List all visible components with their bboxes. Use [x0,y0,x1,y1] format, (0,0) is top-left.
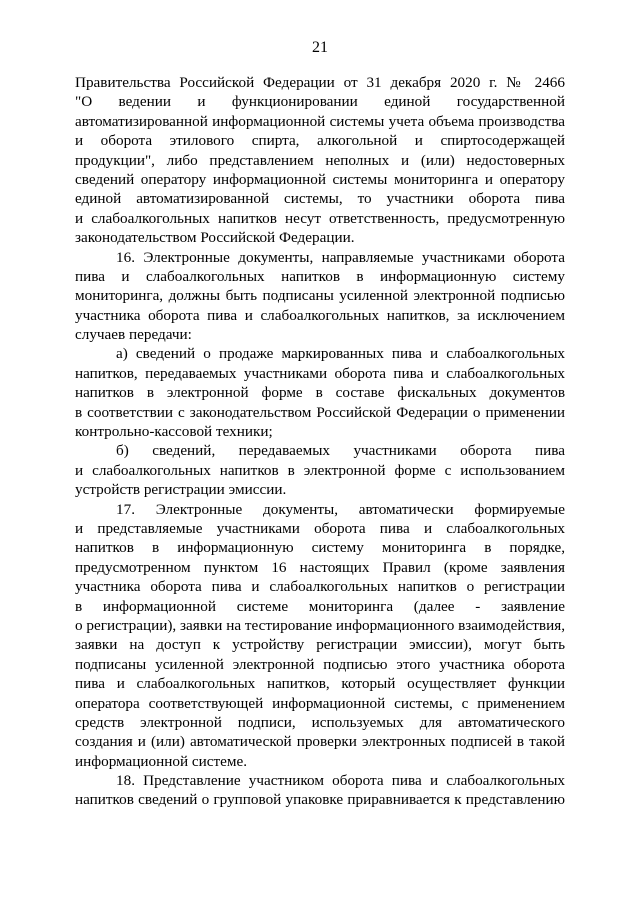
text-line: напитков в информационную систему мониторинга в порядке, [75,539,565,557]
text-line: 18. Представление участником оборота пива и слабоалкогольных [116,772,565,790]
text-line: случаев передачи: [75,326,192,344]
text-line: б) сведений, передаваемых участниками оборота пива [116,442,565,460]
text-line: контрольно-кассовой техники; [75,423,273,441]
text-line: Правительства Российской Федерации от 31 декабря 2020 г. № 2466 [75,74,565,91]
text-line: сведений оператору информационной системы мониторинга и оператору [75,170,565,188]
text-line: участника оборота пива и слабоалкогольных напитков о регистрации [75,578,565,596]
text-line: "О ведении и функционировании единой государственной [75,93,565,111]
text-line: автоматизированной информационной системы учета объема производства [75,112,565,130]
text-line: а) сведений о продаже маркированных пива и слабоалкогольных [116,345,565,363]
text-line: напитков в электронной форме в составе фискальных документов [75,384,565,402]
text-line: информационной системе. [75,752,248,770]
text-line: в соответствии с законодательством Российской Федерации о применении [75,403,565,421]
text-line: участника оборота пива и слабоалкогольных напитков, за исключением [75,306,565,324]
text-line: и оборота этилового спирта, алкогольной и спиртосодержащей [75,132,565,150]
text-line: создания и (или) автоматической проверки электронных подписей в такой [75,733,565,751]
text-line: оператора соответствующей информационной системы, с применением [75,694,565,712]
page-number: 21 [312,39,328,56]
text-line: средств электронной подписи, используемых для автоматического [75,713,565,731]
text-line: о регистрации), заявки на тестирование информационного взаимодействия, [75,616,565,634]
body-text [75,73,565,810]
text-line: напитков, передаваемых участниками оборота пива и слабоалкогольных [75,364,565,382]
text-line: напитков сведений о групповой упаковке приравнивается к представлению [75,791,565,809]
text-line: и представляемые участниками оборота пива и слабоалкогольных [75,519,565,537]
text-line: мониторинга, должны быть подписаны усиленной электронной подписью [75,287,565,305]
text-line: и слабоалкогольных напитков несут ответственность, предусмотренную [75,209,565,227]
text-line: предусмотренном пунктом 16 настоящих Правил (кроме заявления [75,558,565,576]
text-line: продукции", либо представлением неполных и (или) недостоверных [75,151,565,169]
text-line: устройств регистрации эмиссии. [75,481,287,499]
text-line: 16. Электронные документы, направляемые участниками оборота [116,248,565,266]
text-line: законодательством Российской Федерации. [75,229,355,247]
text-line: заявки на доступ к устройству регистрации эмиссии), могут быть [75,636,565,654]
text-line: пива и слабоалкогольных напитков, который осуществляет функции [75,675,565,693]
text-line: пива и слабоалкогольных напитков в информационную систему [75,267,565,285]
text-line: и слабоалкогольных напитков в электронной форме с использованием [75,461,565,479]
text-line: в информационной системе мониторинга (далее - заявление [75,597,565,615]
text-line: 17. Электронные документы, автоматически формируемые [116,500,565,518]
text-line: единой автоматизированной системы, то участники оборота пива [75,190,565,208]
text-line: подписаны усиленной электронной подписью этого участника оборота [75,655,565,673]
